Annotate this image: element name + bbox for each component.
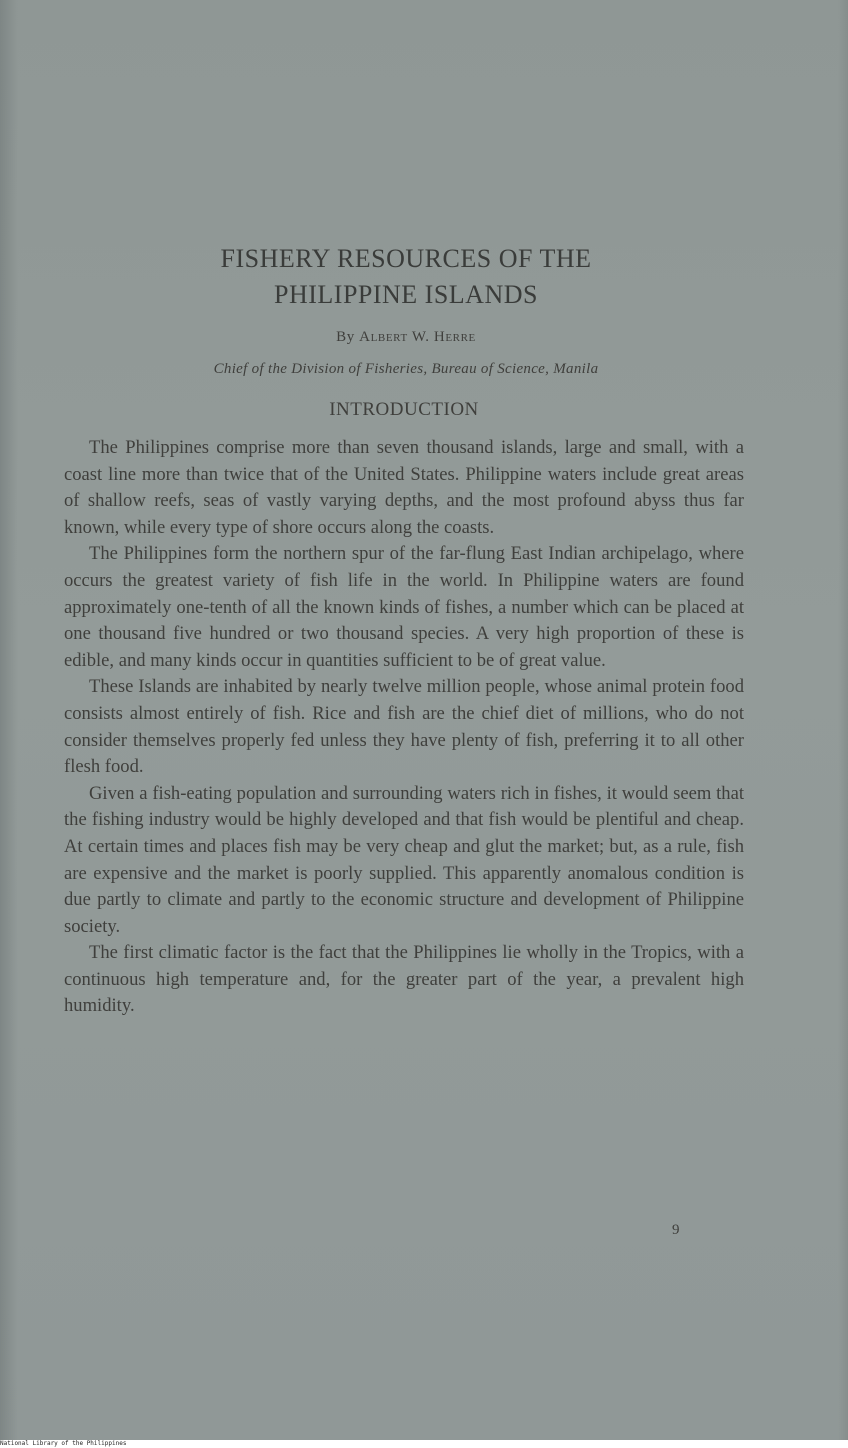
paragraph: Given a fish-eating population and surrounding waters rich in fishes, it would seem that the fishing industry would be highly developed and that fish would be plentiful and cheap. At certain times and places fish may be very cheap and glut the market; but, as a rule, fish are expensive and the market is poorly supplied. This apparently anomalous condition is due partly to climate and partly to the economic structure and development of Philippine society. xyxy=(64,782,744,937)
page-number: 9 xyxy=(672,1222,680,1238)
article-body xyxy=(64,435,744,1020)
footer-strip xyxy=(0,1440,848,1448)
byline-prefix: By xyxy=(336,329,355,345)
author-affiliation: Chief of the Division of Fisheries, Bureau of Science, Manila xyxy=(213,361,599,377)
paragraph: The Philippines comprise more than seven thousand islands, large and small, with a coast line more than twice that of the United States. Philippine waters include great areas of shallow reefs, seas of vastly varying depths, and the most profound abyss thus far known, while every type of shore occurs along the coasts. xyxy=(64,437,744,538)
section-heading: INTRODUCTION xyxy=(329,399,479,420)
byline xyxy=(0,327,812,347)
library-credit: National Library of the Philippines xyxy=(0,1440,127,1447)
author-name: Albert W. Herre xyxy=(359,329,476,345)
paragraph: The Philippines form the northern spur of the far-flung East Indian archipelago, where occurs the greatest variety of fish life in the world. In Philippine waters are found approximately one-tenth of all the known kinds of fishes, a number which can be placed at one thousand five hundred or two thousand species. A very high proportion of these is edible, and many kinds occur in quantities sufficient to be of great value. xyxy=(64,543,744,671)
page-right-edge-shadow xyxy=(838,0,848,1440)
article-title-line-1: FISHERY RESOURCES OF THE xyxy=(220,244,592,273)
paragraph: The first climatic factor is the fact that the Philippines lie wholly in the Tropics, with a continuous high temperature and, for the greater part of the year, a prevalent high humidity. xyxy=(64,942,744,1017)
paragraph: These Islands are inhabited by nearly twelve million people, whose animal protein food consists almost entirely of fish. Rice and fish are the chief diet of millions, who do not consider themselves properly fed unless they have plenty of fish, preferring it to all other flesh food. xyxy=(64,676,744,778)
article-title-line-2: PHILIPPINE ISLANDS xyxy=(274,280,538,309)
page-left-edge-shadow xyxy=(0,0,18,1440)
